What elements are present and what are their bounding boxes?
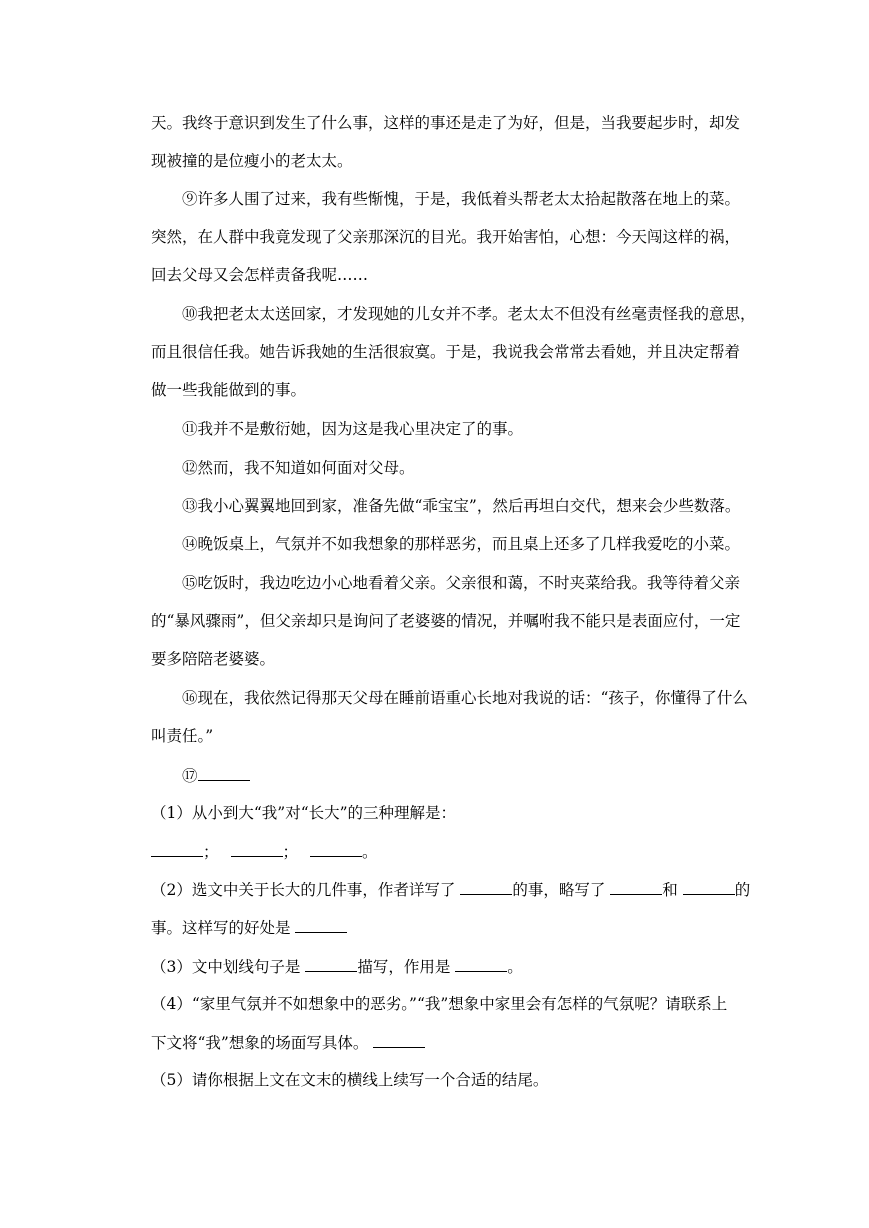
question-1-answers [151, 840, 741, 863]
paragraph-16-line-2: 叫责任。” [151, 727, 214, 745]
q1-answer-blank-2[interactable] [231, 840, 283, 857]
paragraph-17-number: ⑰ [182, 767, 198, 785]
paragraph-10-line-3: 做一些我能做到的事。 [151, 381, 307, 399]
paragraph-10-line-2: 而且很信任我。她告诉我她的生活很寂寞。于是，我说我会常常去看她，并且决定帮着 [151, 343, 741, 361]
paragraph-11: ⑪我并不是敷衍她，因为这是我心里决定了的事。 [182, 420, 524, 438]
paragraph-8-line-2: 现被撞的是位瘦小的老太太。 [151, 152, 353, 170]
q4-text: 下文将“我”想象的场面写具体。 [151, 1034, 369, 1052]
q2-text-b: 的事，略写了 [512, 881, 606, 899]
paragraph-17 [182, 764, 742, 787]
q3-description-blank[interactable] [305, 955, 357, 972]
paragraph-15-line-2: 的“暴风骤雨”，但父亲却只是询问了老婆婆的情况，并嘱咐我不能只是表面应付，一定 [151, 612, 741, 630]
paragraph-8-line-1: 天。我终于意识到发生了什么事，这样的事还是走了为好，但是，当我要起步时，却发 [151, 114, 741, 132]
question-2 [151, 878, 751, 901]
paragraph-9-line-1: ⑨许多人围了过来，我有些惭愧，于是，我低着头帮老太太拾起散落在地上的菜。 [182, 190, 741, 208]
question-4-line-2 [151, 1031, 741, 1054]
q2-detailed-blank[interactable] [460, 878, 512, 895]
paragraph-14: ⑭晚饭桌上，气氛并不如我想象的那样恶劣，而且桌上还多了几样我爱吃的小菜。 [182, 535, 741, 553]
q1-separator-1: ； [203, 843, 219, 861]
q2-benefit-blank[interactable] [295, 916, 347, 933]
q1-separator-2: ； [282, 843, 299, 861]
question-4-line-1: （4）“家里气氛并不如想象中的恶劣。”“我”想象中家里会有怎样的气氛呢？请联系上 [151, 995, 728, 1013]
paragraph-9-line-2: 突然，在人群中我竟发现了父亲那深沉的目光。我开始害怕，心想：今天闯这样的祸， [151, 228, 741, 246]
q2-text-e: 事。这样写的好处是 [151, 919, 291, 937]
q3-text-c: 。 [507, 958, 523, 976]
paragraph-15-line-1: ⑮吃饭时，我边吃边小心地看着父亲。父亲很和蔼，不时夹菜给我。我等待着父亲 [182, 574, 741, 592]
question-1: （1）从小到大“我”对“长大”的三种理解是： [151, 804, 457, 822]
question-5: （5）请你根据上文在文末的横线上续写一个合适的结尾。 [151, 1071, 549, 1089]
q2-brief-blank-2[interactable] [683, 878, 735, 895]
q1-answer-blank-3[interactable] [310, 840, 362, 857]
q1-end-mark: 。 [362, 843, 378, 861]
question-2-line-2 [151, 916, 741, 939]
q3-function-blank[interactable] [455, 955, 507, 972]
q2-text-a: （2）选文中关于长大的几件事，作者详写了 [151, 881, 456, 899]
paragraph-9-line-3: 回去父母又会怎样责备我呢…… [151, 266, 369, 284]
paragraph-12: ⑫然而，我不知道如何面对父母。 [182, 459, 415, 477]
paragraph-16-line-1: ⑯现在，我依然记得那天父母在睡前语重心长地对我说的话：“孩子，你懂得了什么 [182, 689, 748, 707]
q4-answer-blank[interactable] [373, 1031, 425, 1048]
q3-text-b: 描写，作用是 [357, 958, 451, 976]
paragraph-10-line-1: ⑩我把老太太送回家，才发现她的儿女并不孝。老太太不但没有丝毫责怪我的意思， [182, 305, 756, 323]
ending-blank[interactable] [198, 764, 250, 781]
q3-text-a: （3）文中划线句子是 [151, 958, 301, 976]
q2-text-c: 和 [662, 881, 678, 899]
paragraph-13: ⑬我小心翼翼地回到家，准备先做“乖宝宝”，然后再坦白交代，想来会少些数落。 [182, 497, 741, 515]
q2-text-d: 的 [734, 881, 751, 899]
q1-answer-blank-1[interactable] [151, 840, 203, 857]
paragraph-15-line-3: 要多陪陪老婆婆。 [151, 650, 276, 668]
q2-brief-blank-1[interactable] [610, 878, 662, 895]
question-3 [151, 955, 741, 978]
